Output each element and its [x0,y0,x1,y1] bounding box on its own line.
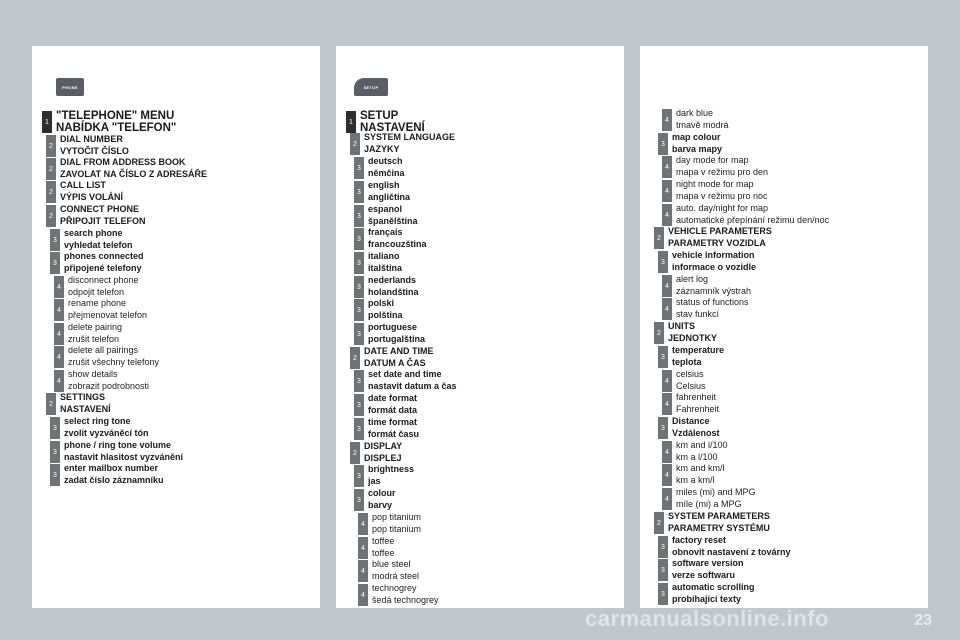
level-badge: 3 [354,228,364,250]
menu-item-text [676,369,706,392]
menu-item-label-en: portuguese [368,322,418,332]
menu-item-level-2 [46,392,111,415]
menu-item-label-cz: verze softwaru [672,569,736,580]
menu-item-level-2 [46,134,129,157]
menu-item-label-en: SETTINGS [60,392,106,402]
menu-item-label-en: alert log [676,274,709,284]
menu-item-level-3 [354,180,410,203]
menu-item-label-cz: jas [368,475,381,486]
level-badge: 2 [46,135,56,157]
menu-item-label-en: day mode for map [676,155,749,165]
level-badge: 3 [50,464,60,486]
level-badge: 2 [654,227,664,249]
menu-item-text [672,345,724,368]
menu-item-label-en: disconnect phone [68,275,139,285]
level-badge: 4 [662,393,672,415]
menu-item-level-4 [662,108,729,131]
menu-item-level-4 [662,440,728,463]
menu-item-label-en: espanol [368,204,403,214]
level-badge: 4 [358,560,368,582]
menu-item-text [64,440,183,463]
menu-item-level-4 [54,298,147,321]
menu-item-label-en: delete all pairings [68,345,139,355]
menu-item-level-3 [658,416,720,439]
menu-item-label-cz: NABÍDKA "TELEFON" [56,122,177,134]
menu-item-level-4 [662,297,749,320]
menu-item-label-en: SETUP [360,110,399,122]
menu-item-text [368,369,457,392]
menu-item-label-cz: automatické přepínání režimu den/noc [676,214,830,225]
menu-item-label-cz: vyhledat telefon [64,239,133,250]
menu-item-text [68,322,122,345]
menu-item-label-cz: ZAVOLAT NA ČÍSLO Z ADRESÁŘE [60,168,207,179]
menu-item-label-cz: nastavit hlasitost vyzvánění [64,451,184,462]
menu-item-label-en: CONNECT PHONE [60,204,140,214]
menu-item-level-2 [654,321,717,344]
menu-item-text [668,226,772,249]
level-badge: 3 [354,394,364,416]
level-badge: 3 [354,465,364,487]
menu-item-level-4 [54,345,159,368]
menu-item-level-3 [354,251,402,274]
menu-item-label-cz: formát data [368,404,418,415]
menu-item-text [64,416,149,439]
menu-item-label-cz: pop titanium [372,523,422,534]
level-badge: 4 [662,180,672,202]
menu-item-label-en: night mode for map [676,179,754,189]
menu-item-label-en: toffee [372,536,395,546]
menu-item-level-3 [354,417,419,440]
level-badge: 2 [46,181,56,203]
level-badge: 4 [662,109,672,131]
menu-item-level-3 [354,322,425,345]
menu-item-label-cz: polština [368,309,403,320]
menu-item-text [368,227,427,250]
page-number: 23 [914,612,932,629]
menu-item-text [672,250,756,273]
menu-item-level-3 [658,345,724,368]
menu-item-label-cz: nastavit datum a čas [368,380,457,391]
level-badge: 3 [354,252,364,274]
level-badge: 3 [50,252,60,274]
menu-item-label-cz: km a l/100 [676,451,718,462]
menu-item-text [64,251,144,274]
level-badge: 3 [354,418,364,440]
menu-item-text [676,297,749,320]
menu-item-text [672,416,720,439]
menu-item-text [368,322,425,345]
menu-item-text [672,558,744,581]
setup-tab-label: SETUP [363,84,379,90]
menu-item-level-1 [346,110,425,134]
menu-item-label-cz: modrá steel [372,570,420,581]
level-badge: 2 [46,393,56,415]
menu-item-label-en: Distance [672,416,710,426]
phone-tab-icon [56,78,84,96]
level-badge: 3 [658,417,668,439]
level-badge: 3 [354,205,364,227]
menu-item-text [676,392,719,415]
menu-item-label-en: SYSTEM LANGUAGE [364,132,456,142]
level-badge: 4 [358,584,368,606]
level-badge: 3 [354,299,364,321]
menu-item-text [368,488,396,511]
menu-item-level-4 [662,179,768,202]
menu-item-text [68,369,149,392]
menu-item-text [68,298,147,321]
menu-item-label-en: brightness [368,464,415,474]
level-badge: 3 [354,181,364,203]
menu-item-label-en: nederlands [368,275,417,285]
menu-item-label-en: colour [368,488,396,498]
menu-item-label-en: deutsch [368,156,403,166]
menu-item-label-cz: němčina [368,167,405,178]
menu-item-label-en: select ring tone [64,416,131,426]
menu-item-label-cz: míle (mi) a MPG [676,498,742,509]
menu-item-text [372,512,421,535]
menu-item-label-cz: VÝPIS VOLÁNÍ [60,191,124,202]
menu-item-label-cz: teplota [672,356,702,367]
menu-item-level-2 [654,511,770,534]
level-badge: 3 [50,441,60,463]
level-badge: 3 [50,229,60,251]
menu-item-level-3 [50,251,144,274]
level-badge: 4 [662,464,672,486]
menu-item-label-en: italiano [368,251,400,261]
menu-item-label-en: celsius [676,369,704,379]
menu-item-level-3 [354,369,457,392]
menu-item-text [676,155,768,178]
menu-item-level-4 [662,274,751,297]
level-badge: 4 [662,275,672,297]
menu-item-label-en: miles (mi) and MPG [676,487,756,497]
menu-item-level-3 [354,488,396,511]
menu-item-label-en: DATE AND TIME [364,346,434,356]
menu-item-level-4 [662,463,725,486]
menu-item-level-4 [662,369,706,392]
level-badge: 4 [54,370,64,392]
level-badge: 3 [50,417,60,439]
menu-item-level-4 [358,559,419,582]
level-badge: 3 [658,251,668,273]
menu-item-text [676,463,725,486]
menu-item-label-cz: formát času [368,428,420,439]
menu-item-label-cz: barvy [368,499,393,510]
watermark: carmanualsonline.info [585,606,829,631]
menu-item-text [64,228,133,251]
menu-item-text [368,204,418,227]
menu-item-label-cz: zrušit všechny telefony [68,356,160,367]
menu-item-label-cz: stav funkcí [676,308,720,319]
menu-item-text [364,132,455,155]
menu-item-text [364,441,402,464]
menu-item-text [368,393,417,416]
menu-item-level-4 [662,392,719,415]
menu-item-label-en: DIAL NUMBER [60,134,123,144]
menu-item-label-en: delete pairing [68,322,123,332]
menu-item-label-cz: obnovit nastavení z továrny [672,546,791,557]
menu-item-label-cz: NASTAVENÍ [60,403,111,414]
menu-item-text [360,110,425,134]
menu-item-label-cz: PARAMETRY SYSTÉMU [668,522,770,533]
level-badge: 2 [350,442,360,464]
menu-item-level-2 [46,180,123,203]
menu-item-level-4 [54,275,139,298]
phone-tab-label: PHONE [62,84,78,90]
menu-item-text [60,134,129,157]
menu-item-level-4 [54,322,122,345]
menu-item-label-en: pop titanium [372,512,422,522]
menu-item-label-en: CALL LIST [60,180,106,190]
level-badge: 3 [658,346,668,368]
menu-item-level-1 [42,110,176,134]
menu-item-label-en: phones connected [64,251,144,261]
level-badge: 4 [358,513,368,535]
menu-item-level-2 [350,346,434,369]
menu-item-label-cz: angličtina [368,191,411,202]
level-badge: 4 [662,370,672,392]
menu-item-label-en: enter mailbox number [64,463,159,473]
menu-item-level-2 [350,441,402,464]
menu-item-label-en: phone / ring tone volume [64,440,172,450]
menu-item-level-4 [662,155,768,178]
level-badge: 2 [350,133,360,155]
menu-item-level-3 [354,393,417,416]
menu-item-level-3 [354,204,418,227]
menu-item-text [676,108,729,131]
menu-item-label-cz: DISPLEJ [364,452,402,463]
menu-item-label-cz: toffee [372,547,395,558]
level-badge: 4 [54,323,64,345]
menu-item-label-en: software version [672,558,744,568]
menu-item-text [676,179,768,202]
menu-item-label-cz: NASTAVENÍ [360,122,425,134]
menu-item-label-cz: mapa v režimu pro noc [676,190,768,201]
menu-item-label-en: polski [368,298,395,308]
menu-item-label-cz: Fahrenheit [676,403,720,414]
menu-item-label-cz: PARAMETRY VOZIDLA [668,237,766,248]
menu-item-label-en: français [368,227,403,237]
menu-item-level-3 [354,156,405,179]
menu-item-label-cz: odpojit telefon [68,286,125,297]
menu-item-text [668,511,770,534]
menu-item-level-3 [50,463,164,486]
menu-item-level-3 [658,132,722,155]
menu-item-label-cz: tmavě modrá [676,119,729,130]
menu-item-label-cz: barva mapy [672,143,723,154]
setup-tab-icon [354,78,388,96]
level-badge: 1 [346,111,356,133]
menu-item-label-en: km and l/100 [676,440,728,450]
menu-item-text [60,180,123,203]
level-badge: 3 [658,133,668,155]
menu-item-text [364,346,434,369]
menu-item-text [372,583,439,606]
menu-item-label-en: vehicle information [672,250,755,260]
menu-item-level-3 [354,275,419,298]
menu-item-label-cz: záznamník výstrah [676,285,752,296]
menu-item-text [668,321,717,344]
menu-item-level-4 [662,487,756,510]
menu-item-level-3 [354,298,403,321]
level-badge: 3 [354,370,364,392]
menu-item-label-cz: italština [368,262,403,273]
level-badge: 4 [54,299,64,321]
menu-item-label-en: temperature [672,345,725,355]
menu-item-label-cz: Celsius [676,380,706,391]
menu-item-level-4 [358,512,421,535]
level-badge: 2 [654,322,664,344]
level-badge: 3 [658,583,668,605]
menu-item-level-3 [658,582,755,605]
menu-item-text [676,274,751,297]
menu-item-text [672,582,755,605]
menu-item-text [368,156,405,179]
menu-item-label-en: rename phone [68,298,127,308]
menu-item-level-2 [46,204,146,227]
menu-item-text [60,204,146,227]
level-badge: 3 [658,536,668,558]
menu-item-label-cz: probíhající texty [672,593,742,604]
menu-item-level-2 [350,132,455,155]
menu-item-text [368,417,419,440]
menu-item-label-en: english [368,180,400,190]
level-badge: 1 [42,111,52,133]
level-badge: 4 [662,204,672,226]
menu-item-label-en: map colour [672,132,721,142]
menu-item-level-2 [654,226,772,249]
menu-item-label-en: show details [68,369,118,379]
menu-item-level-4 [662,203,829,226]
menu-item-level-4 [358,536,394,559]
menu-item-level-3 [50,228,133,251]
menu-item-label-en: dark blue [676,108,714,118]
level-badge: 4 [662,298,672,320]
level-badge: 3 [354,323,364,345]
menu-item-level-3 [658,250,756,273]
menu-item-label-en: SYSTEM PARAMETERS [668,511,770,521]
menu-item-text [676,203,829,226]
menu-item-label-cz: JAZYKY [364,143,400,154]
menu-item-label-cz: VYTOČIT ČÍSLO [60,145,129,156]
menu-item-text [368,251,402,274]
menu-item-level-4 [54,369,149,392]
level-badge: 2 [350,347,360,369]
menu-item-label-cz: informace o vozidle [672,261,757,272]
menu-item-label-en: DISPLAY [364,441,403,451]
menu-item-label-cz: přejmenovat telefon [68,309,148,320]
level-badge: 4 [662,156,672,178]
menu-item-text [368,464,414,487]
menu-item-label-cz: PŘIPOJIT TELEFON [60,215,146,226]
menu-item-text [68,275,139,298]
menu-item-label-en: time format [368,417,418,427]
menu-item-label-cz: zrušit telefon [68,333,120,344]
menu-item-text [372,536,394,559]
menu-item-label-cz: DATUM A ČAS [364,357,426,368]
menu-item-label-cz: zobrazit podrobnosti [68,380,150,391]
menu-item-text [64,463,164,486]
menu-item-text [372,559,419,582]
level-badge: 4 [54,346,64,368]
menu-item-label-cz: portugalština [368,333,426,344]
menu-item-label-cz: zvolit vyzváněcí tón [64,427,149,438]
level-badge: 3 [658,559,668,581]
level-badge: 4 [358,537,368,559]
menu-item-text [672,535,791,558]
level-badge: 4 [662,441,672,463]
menu-item-level-3 [50,440,183,463]
menu-item-label-en: VEHICLE PARAMETERS [668,226,772,236]
menu-item-level-3 [354,464,414,487]
menu-item-label-en: km and km/l [676,463,725,473]
level-badge: 2 [654,512,664,534]
menu-item-label-cz: km a km/l [676,474,715,485]
menu-item-level-3 [658,535,791,558]
menu-item-label-cz: JEDNOTKY [668,332,718,343]
menu-item-label-en: "TELEPHONE" MENU [56,110,175,122]
level-badge: 2 [46,158,56,180]
menu-item-label-en: set date and time [368,369,442,379]
menu-item-label-en: date format [368,393,418,403]
menu-item-label-en: UNITS [668,321,695,331]
menu-item-label-cz: zadat číslo záznamníku [64,474,164,485]
menu-item-label-cz: mapa v režimu pro den [676,166,769,177]
level-badge: 3 [354,489,364,511]
menu-item-label-en: DIAL FROM ADDRESS BOOK [60,157,186,167]
level-badge: 2 [46,205,56,227]
menu-item-text [676,440,728,463]
level-badge: 4 [662,488,672,510]
menu-item-label-en: factory reset [672,535,727,545]
menu-item-text [60,157,207,180]
menu-item-label-en: automatic scrolling [672,582,755,592]
menu-item-level-2 [46,157,207,180]
level-badge: 4 [54,276,64,298]
menu-item-text [368,275,419,298]
menu-item-label-cz: připojené telefony [64,262,142,273]
level-badge: 3 [354,157,364,179]
menu-item-label-en: search phone [64,228,123,238]
menu-item-label-en: fahrenheit [676,392,717,402]
menu-item-text [368,180,410,203]
menu-item-text [368,298,403,321]
menu-item-text [676,487,756,510]
menu-item-level-3 [50,416,149,439]
level-badge: 3 [354,276,364,298]
menu-item-label-en: auto. day/night for map [676,203,769,213]
menu-item-text [56,110,176,134]
menu-item-level-3 [354,227,427,250]
menu-item-label-en: blue steel [372,559,411,569]
menu-item-text [672,132,722,155]
menu-item-label-cz: šedá technogrey [372,594,439,605]
menu-item-level-4 [358,583,439,606]
menu-item-label-cz: Vzdálenost [672,427,720,438]
menu-item-label-en: technogrey [372,583,417,593]
menu-item-label-cz: francouzština [368,238,427,249]
menu-item-text [68,345,159,368]
menu-item-level-3 [658,558,744,581]
menu-item-label-en: status of functions [676,297,749,307]
menu-item-label-cz: španělština [368,215,418,226]
menu-item-text [60,392,111,415]
menu-item-label-cz: holandština [368,286,419,297]
